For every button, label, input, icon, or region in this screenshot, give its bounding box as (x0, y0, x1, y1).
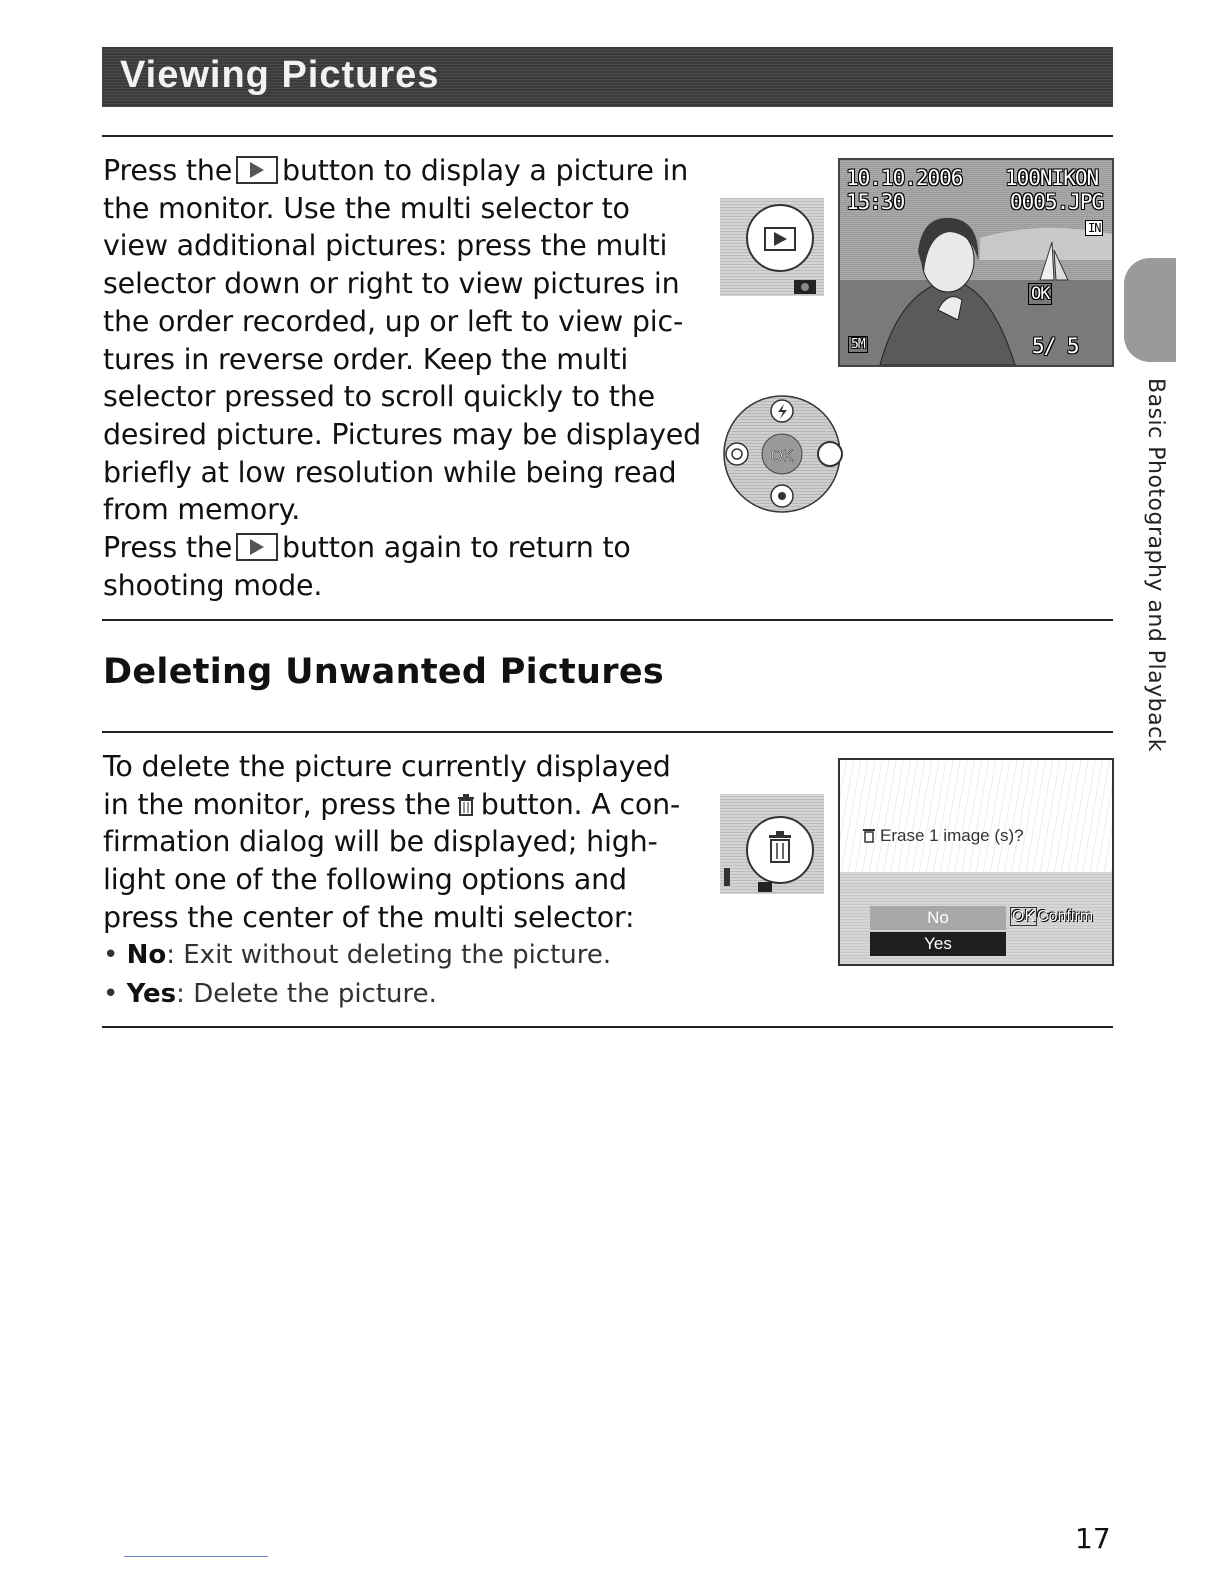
photo-file: 0005.JPG (1010, 190, 1104, 214)
photo-time: 15:30 (846, 190, 905, 214)
playback-monitor-screen (838, 158, 1114, 367)
divider (102, 1026, 1113, 1028)
chapter-tab (1124, 258, 1176, 362)
playback-button-illustration (720, 198, 824, 300)
page-number: 17 (1075, 1522, 1111, 1555)
frame-count: 5/ 5 (1032, 334, 1079, 358)
divider (102, 619, 1113, 621)
footer-line (124, 1556, 268, 1557)
option-list (103, 936, 713, 1014)
photo-date: 10.10.2006 (846, 166, 963, 190)
svg-text:OK: OK (770, 448, 794, 465)
viewing-instructions: Press the button to display a picture in the monitor. Use the multi selector to view additional pictures: press the multi selector down or right to view pictures in the order recorded, up or left to view pic- tures in reverse order. Keep the multi selector pressed to scroll quickly to the desired picture. Pictures may be displayed briefly at low resolution while being read from memory. Press the button again to return to shooting mode. (103, 154, 702, 602)
playback-button-icon (236, 156, 278, 184)
divider (102, 135, 1113, 137)
list-item: • Yes: Delete the picture. (103, 979, 437, 1009)
list-item: • No: Exit without deleting the picture. (103, 940, 612, 970)
delete-instructions: To delete the picture currently displayed in the monitor, press the button. A con- firmation dialog will be displayed; high- light one of the following options and press the center of the multi selector: (103, 750, 681, 934)
delete-dialog-screen (838, 758, 1114, 966)
photo-folder: 100NIKON (1005, 166, 1099, 190)
delete-button-illustration (720, 790, 824, 896)
multi-selector-illustration (720, 392, 845, 518)
erase-prompt: Erase 1 image (s)? (862, 826, 1024, 846)
confirm-hint: OK Confirm (1012, 908, 1094, 925)
page-title: Viewing Pictures (120, 54, 440, 96)
option-no[interactable]: No (870, 906, 1006, 930)
trash-icon (862, 827, 876, 843)
section-title-bar (102, 47, 1113, 107)
option-yes[interactable]: Yes (870, 932, 1006, 956)
dialog-background (840, 760, 1112, 872)
internal-memory-badge: IN (1085, 220, 1103, 236)
section-heading: Deleting Unwanted Pictures (103, 652, 664, 692)
divider (102, 731, 1113, 733)
ok-indicator: OK (1028, 283, 1052, 305)
trash-icon (457, 788, 475, 810)
image-size-badge: 5M (848, 336, 868, 353)
chapter-label: Basic Photography and Playback (1143, 378, 1168, 752)
playback-button-icon (236, 533, 278, 561)
